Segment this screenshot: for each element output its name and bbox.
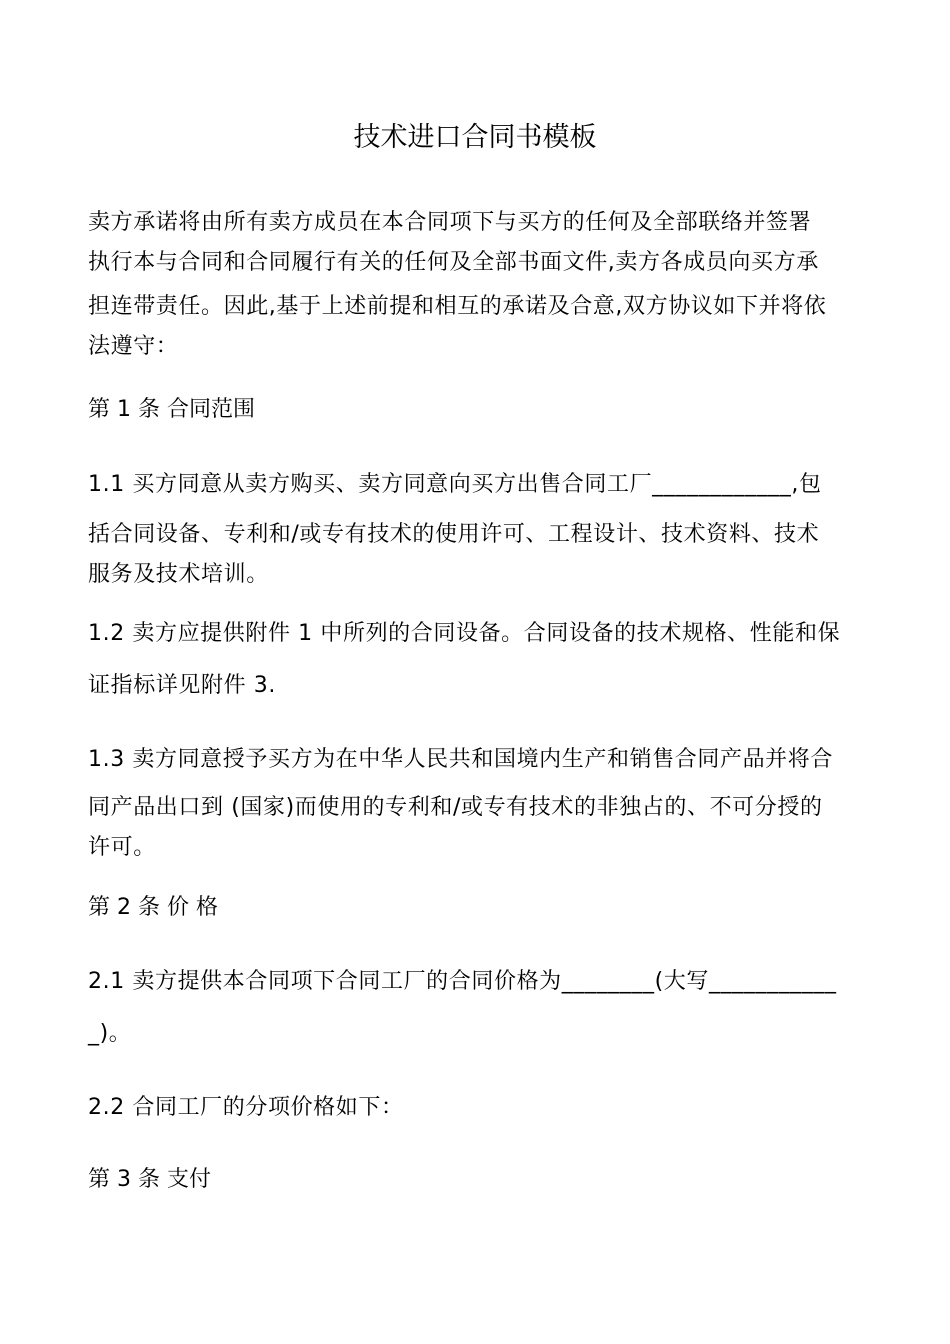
- clause-2-2: [88, 1090, 868, 1130]
- clause-2-1: [88, 964, 868, 1056]
- article-1-heading: 第 1 条 合同范围: [88, 397, 255, 422]
- clause-line: 服务及技术培训。: [88, 562, 269, 587]
- intro-line: 执行本与合同和合同履行有关的任何及全部书面文件,卖方各成员向买方承: [88, 250, 819, 275]
- clause-line: 2.2 合同工厂的分项价格如下：: [88, 1095, 404, 1120]
- intro-line: 卖方承诺将由所有卖方成员在本合同项下与买方的任何及全部联络并签署: [88, 210, 812, 235]
- clause-line: 1.2 卖方应提供附件 1 中所列的合同设备。合同设备的技术规格、性能和保: [88, 621, 841, 646]
- clause-line: _)。: [88, 1021, 132, 1046]
- clause-line: 1.3 卖方同意授予买方为在中华人民共和国境内生产和销售合同产品并将合: [88, 747, 833, 772]
- article-2-heading: 第 2 条 价 格: [88, 895, 218, 920]
- intro-line: 法遵守：: [88, 334, 179, 359]
- intro-line: 担连带责任。因此,基于上述前提和相互的承诺及合意,双方协议如下并将依: [88, 294, 827, 319]
- clause-line: 括合同设备、专利和/或专有技术的使用许可、工程设计、技术资料、技术: [88, 522, 820, 547]
- article-3-heading: 第 3 条 支付: [88, 1167, 211, 1192]
- clause-line: 许可。: [88, 835, 156, 860]
- clause-1-3: [88, 742, 868, 870]
- document-title: 技术进口合同书模板: [353, 122, 597, 153]
- clause-1-2: [88, 616, 868, 708]
- clause-line: 证指标详见附件 3.: [88, 673, 276, 698]
- clause-line: 同产品出口到 (国家)而使用的专利和/或专有技术的非独占的、不可分授的: [88, 795, 823, 820]
- clause-line: 1.1 买方同意从卖方购买、卖方同意向买方出售合同工厂____________,包: [88, 472, 822, 497]
- clause-1-1: [88, 467, 868, 597]
- intro-paragraph: [88, 203, 868, 367]
- clause-line: 2.1 卖方提供本合同项下合同工厂的合同价格为________(大写___________: [88, 969, 837, 994]
